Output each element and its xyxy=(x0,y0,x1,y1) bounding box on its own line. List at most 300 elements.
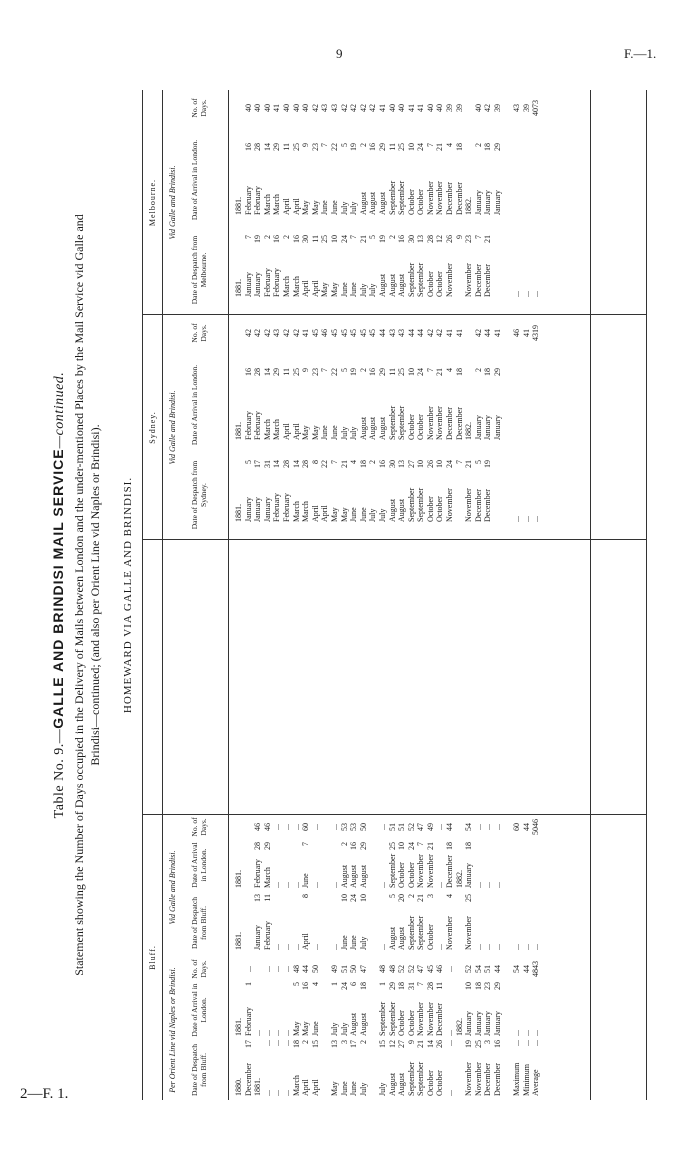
table-cell xyxy=(282,982,292,996)
statement-line-1: Statement showing the Number of Days occupied in the Delivery of Mails between London and the under-mentioned Places by the Mail Service vid Galle and xyxy=(72,214,86,976)
table-cell: 9 xyxy=(301,368,311,372)
table-cell: 16 xyxy=(243,368,253,376)
table-cell xyxy=(503,263,513,297)
table-cell xyxy=(368,816,378,838)
table-cell: ... xyxy=(329,944,339,950)
table-cell: 14 xyxy=(262,368,272,376)
table-cell: 19 xyxy=(464,1040,474,1048)
colhead-despatch-orient: Date of Despatch from Bluff. xyxy=(190,1043,208,1097)
table-cell: 41 xyxy=(493,329,503,337)
table-cell: May xyxy=(301,200,311,215)
table-cell xyxy=(455,488,465,522)
table-cell: 29 xyxy=(387,982,397,990)
table-cell: November xyxy=(464,488,474,522)
table-cell: 3 xyxy=(339,1040,349,1044)
table-cell: ... xyxy=(512,1030,522,1036)
table-cell: October xyxy=(425,1070,435,1096)
table-cell: 46 xyxy=(435,965,445,973)
table-cell xyxy=(503,1062,513,1096)
table-cell: ... xyxy=(377,882,387,888)
table-cell: 19 xyxy=(349,143,359,151)
colhead-arrival-melbourne: Date of Arrival in London. xyxy=(190,139,199,221)
table-cell: April xyxy=(281,423,291,440)
table-cell xyxy=(522,368,532,384)
table-cell xyxy=(512,181,522,215)
table-cell: December xyxy=(483,264,493,297)
table-cell xyxy=(503,916,513,950)
table-cell: ... xyxy=(272,966,282,972)
table-cell: 11 xyxy=(387,143,397,151)
table-cell: 25 xyxy=(291,368,301,376)
table-cell: 10 xyxy=(339,894,349,902)
table-cell: 44 xyxy=(521,965,531,973)
table-cell xyxy=(253,1040,263,1056)
table-cell: April xyxy=(310,1079,320,1096)
table-cell: 40 xyxy=(425,104,435,112)
table-cell: 25 xyxy=(397,143,407,151)
table-cell xyxy=(320,1002,330,1036)
rotated-table-sheet xyxy=(50,90,650,1100)
table-cell: January xyxy=(473,415,483,440)
table-cell: ... xyxy=(272,944,282,950)
table-cell: 46 xyxy=(320,329,330,337)
table-cell: August xyxy=(397,1072,407,1096)
table-cell xyxy=(503,368,513,384)
table-cell: January xyxy=(493,190,503,215)
table-cell: 16 xyxy=(377,460,387,468)
table-cell xyxy=(531,368,541,384)
table-cell: 40 xyxy=(291,104,301,112)
col-bluff-arrival-day xyxy=(234,842,541,856)
table-cell xyxy=(503,894,513,910)
table-cell xyxy=(522,460,532,476)
table-cell: 13 xyxy=(416,235,426,243)
colhead-days-bluff: No. of Days. xyxy=(190,817,208,837)
table-cell: July xyxy=(349,201,359,215)
table-cell: 42 xyxy=(483,104,493,112)
table-cell xyxy=(234,143,244,159)
table-cell xyxy=(531,460,541,476)
table-cell: 26 xyxy=(445,235,455,243)
table-cell: 45 xyxy=(425,965,435,973)
table-cell: 1881. xyxy=(234,197,243,215)
table-cell xyxy=(483,842,493,856)
table-cell: March xyxy=(272,419,282,440)
table-cell: January xyxy=(473,190,483,215)
table-cell xyxy=(522,854,532,888)
table-cell: July xyxy=(377,508,387,522)
table-cell xyxy=(503,143,513,159)
table-cell xyxy=(503,406,513,440)
rule-summary xyxy=(590,90,591,1100)
table-cell xyxy=(503,982,513,996)
table-cell: ... xyxy=(329,882,339,888)
table-cell: August xyxy=(377,416,387,440)
table-cell: June xyxy=(339,1081,349,1096)
table-cell: 18 xyxy=(464,842,474,850)
table-cell: 4 xyxy=(349,460,359,464)
table-cell: 41 xyxy=(445,329,455,337)
table-cell: August xyxy=(397,498,407,522)
table-name: GALLE AND BRINDISI MAIL SERVICE xyxy=(50,448,66,729)
table-cell: 42 xyxy=(243,329,253,337)
table-cell: 25 xyxy=(464,894,474,902)
table-cell: 16 xyxy=(368,368,378,376)
table-cell xyxy=(512,368,522,384)
table-cell: 23 xyxy=(310,143,320,151)
table-cell xyxy=(368,1002,378,1036)
table-cell: 44 xyxy=(445,823,455,831)
table-cell: 8 xyxy=(301,894,311,898)
table-cell: January xyxy=(243,497,253,522)
table-cell: ... xyxy=(281,944,291,950)
table-cell xyxy=(522,406,532,440)
table-cell xyxy=(522,181,532,215)
table-cell: 7 xyxy=(320,143,330,147)
table-cell xyxy=(455,982,465,996)
table-cell: November xyxy=(435,406,445,440)
table-cell: August xyxy=(368,191,378,215)
table-cell: 21 xyxy=(435,143,445,151)
table-cell: August xyxy=(377,191,387,215)
table-cell: 15 xyxy=(310,1040,320,1048)
table-cell: August xyxy=(377,273,387,297)
table-cell: November xyxy=(464,263,474,297)
table-cell: 1882. xyxy=(454,870,464,888)
table-cell: ... xyxy=(377,944,387,950)
table-cell: August xyxy=(397,273,407,297)
table-cell: 42 xyxy=(281,329,291,337)
table-cell: December xyxy=(493,1063,503,1096)
table-cell xyxy=(292,894,302,910)
table-cell: March xyxy=(291,501,301,522)
table-cell xyxy=(368,982,378,996)
table-cell: 39 xyxy=(493,104,503,112)
table-cell: 7 xyxy=(416,982,426,986)
page-number: 9 xyxy=(336,46,343,61)
table-cell xyxy=(493,488,503,522)
table-cell: 5 xyxy=(243,460,253,464)
table-cell: January xyxy=(253,272,263,297)
table-cell: January xyxy=(493,1011,503,1036)
table-cell: November xyxy=(416,1002,426,1036)
table-cell xyxy=(311,842,321,856)
table-cell: 24 xyxy=(339,235,349,243)
table-cell: 10 xyxy=(416,460,426,468)
table-cell: 25 xyxy=(387,842,397,850)
table-cell xyxy=(522,842,532,856)
table-cell: August xyxy=(339,864,349,888)
table-cell xyxy=(234,982,244,996)
table-cell: 44 xyxy=(406,329,416,337)
table-cell xyxy=(330,842,340,856)
table-cell: 45 xyxy=(310,329,320,337)
table-cell: 31 xyxy=(406,982,416,990)
table-cell: 4 xyxy=(445,894,455,898)
table-cell: 47 xyxy=(416,823,426,831)
table-cell xyxy=(493,460,503,476)
table-cell: 41 xyxy=(406,104,416,112)
table-cell xyxy=(320,816,330,838)
table-cell: ... xyxy=(272,882,282,888)
table-cell: July xyxy=(329,1022,339,1036)
table-cell xyxy=(320,842,330,856)
table-cell: August xyxy=(387,498,397,522)
table-cell xyxy=(455,1040,465,1056)
table-cell xyxy=(234,894,244,910)
table-cell: June xyxy=(349,1081,359,1096)
table-cell: 2 xyxy=(406,894,416,898)
table-cell: ... xyxy=(521,1030,531,1036)
colhead-arrival-bluff: Date of Arrival in London. xyxy=(190,842,208,888)
table-cell: August xyxy=(387,273,397,297)
table-cell: ... xyxy=(445,1030,455,1036)
table-cell: April xyxy=(310,505,320,522)
table-cell xyxy=(512,460,522,476)
table-cell: 10 xyxy=(464,982,474,990)
table-cell: 45 xyxy=(368,329,378,337)
table-cell: 21 xyxy=(435,368,445,376)
table-cell: 4 xyxy=(445,368,455,372)
table-cell: ... xyxy=(281,966,291,972)
table-cell: 22 xyxy=(329,368,339,376)
table-cell: ... xyxy=(291,944,301,950)
table-cell: January xyxy=(464,863,474,888)
table-cell: January xyxy=(262,497,272,522)
table-cell xyxy=(378,842,388,856)
table-cell: 7 xyxy=(243,235,253,239)
table-cell: May xyxy=(339,507,349,522)
table-cell: ... xyxy=(262,966,272,972)
table-cell xyxy=(244,916,254,950)
table-cell: 5 xyxy=(368,235,378,239)
table-cell: 29 xyxy=(358,842,368,850)
table-cell: 6 xyxy=(349,982,359,986)
table-cell: April xyxy=(320,505,330,522)
table-cell xyxy=(455,916,465,950)
table-cell: 24 xyxy=(406,842,416,850)
table-cell: June xyxy=(320,425,330,440)
col-melbourne-despatch-day xyxy=(234,235,541,251)
table-cell: March xyxy=(291,276,301,297)
table-cell: May xyxy=(291,1021,301,1036)
table-cell: 24 xyxy=(416,143,426,151)
table-cell: August xyxy=(349,1012,359,1036)
table-cell xyxy=(234,816,244,838)
table-cell: 21 xyxy=(416,1040,426,1048)
table-cell: 20 xyxy=(397,894,407,902)
table-cell: June xyxy=(310,1021,320,1036)
table-cell: 42 xyxy=(291,329,301,337)
table-cell: 25 xyxy=(397,368,407,376)
table-cell: February xyxy=(281,493,291,522)
table-cell: 1881. xyxy=(234,422,243,440)
table-cell: September xyxy=(406,487,416,522)
colhead-despatch-sydney: Date of Despatch from Sydney. xyxy=(190,460,208,530)
table-cell: 42 xyxy=(262,329,272,337)
table-cell: ... xyxy=(262,1040,272,1046)
table-cell: December xyxy=(445,182,455,215)
table-cell: ... xyxy=(310,824,320,830)
table-cell xyxy=(455,1062,465,1096)
table-cell: 18 xyxy=(445,842,455,850)
table-cell: 8 xyxy=(310,460,320,464)
table-cell: 31 xyxy=(262,460,272,468)
table-cell: 40 xyxy=(262,104,272,112)
colhead-despatch-bluff: Date of Despatch from Bluff. xyxy=(190,896,208,950)
table-cell: 19 xyxy=(377,235,387,243)
table-cell: 1880. xyxy=(234,1078,243,1096)
table-cell: ... xyxy=(521,291,531,297)
table-cell: April xyxy=(301,1079,311,1096)
table-cell: 44 xyxy=(301,965,311,973)
table-cell xyxy=(368,1062,378,1096)
table-cell: July xyxy=(339,201,349,215)
table-cell xyxy=(234,1040,244,1056)
table-cell: ... xyxy=(473,824,483,830)
table-cell xyxy=(234,93,244,123)
table-cell: 39 xyxy=(454,104,464,112)
table-cell: 52 xyxy=(397,965,407,973)
table-cell: November xyxy=(445,916,455,950)
table-cell: 5046 xyxy=(531,819,541,835)
table-cell: 42 xyxy=(253,329,263,337)
table-cell: 21 xyxy=(358,235,368,243)
table-cell: 18 xyxy=(483,143,493,151)
table-cell: 13 xyxy=(329,1040,339,1048)
col-orient-despatch-month xyxy=(234,1062,541,1096)
table-cell: 2 xyxy=(339,842,349,846)
table-cell xyxy=(464,143,474,159)
table-cell: March xyxy=(272,194,282,215)
table-cell xyxy=(320,916,330,950)
table-cell: May xyxy=(310,425,320,440)
table-cell: ... xyxy=(281,824,291,830)
table-cell xyxy=(503,1002,513,1036)
table-cell: 10 xyxy=(358,894,368,902)
table-cell: May xyxy=(301,425,311,440)
table-cell: 44 xyxy=(493,965,503,973)
table-cell xyxy=(531,894,541,910)
table-cell: August xyxy=(397,926,407,950)
table-cell: ... xyxy=(272,1090,282,1096)
table-cell: 3 xyxy=(483,1040,493,1044)
table-cell: July xyxy=(368,283,378,297)
table-cell: 19 xyxy=(483,460,493,468)
table-suffix: —continued. xyxy=(52,371,67,449)
table-cell: ... xyxy=(483,824,493,830)
table-cell: 17 xyxy=(253,460,263,468)
table-cell: June xyxy=(329,425,339,440)
table-cell: February xyxy=(243,411,253,440)
col-bluff-despatch-month xyxy=(234,916,541,950)
table-cell: August xyxy=(358,864,368,888)
table-cell: 42 xyxy=(425,329,435,337)
group-bluff: Bluff. xyxy=(148,945,157,970)
table-cell: December xyxy=(445,407,455,440)
table-cell: December xyxy=(483,489,493,522)
colhead-days-melbourne: No. of Days. xyxy=(190,98,208,118)
table-cell: ... xyxy=(493,944,503,950)
table-cell xyxy=(464,93,474,123)
table-cell: 17 xyxy=(349,1040,359,1048)
table-cell: November xyxy=(425,1002,435,1036)
table-cell: ... xyxy=(483,944,493,950)
table-cell: March xyxy=(262,867,272,888)
table-cell xyxy=(531,406,541,440)
table-cell: 60 xyxy=(301,823,311,831)
table-cell xyxy=(522,982,532,996)
table-cell: 14 xyxy=(262,143,272,151)
colhead-arrival-orient: Date of Arrival in London. xyxy=(190,983,208,1037)
table-cell xyxy=(455,958,465,980)
table-cell: December xyxy=(473,489,483,522)
table-cell: 48 xyxy=(377,965,387,973)
table-cell xyxy=(531,143,541,159)
table-cell: 29 xyxy=(493,368,503,376)
table-cell: 18 xyxy=(483,368,493,376)
table-cell: 11 xyxy=(262,894,272,902)
table-cell: December xyxy=(454,182,464,215)
table-cell: ... xyxy=(473,944,483,950)
table-cell: November xyxy=(473,1062,483,1096)
table-cell: August xyxy=(358,1012,368,1036)
table-cell: June xyxy=(329,200,339,215)
table-cell xyxy=(320,1040,330,1056)
section-title: HOMEWARD VIA GALLE AND BRINDISI. xyxy=(122,476,134,714)
table-cell: September xyxy=(416,487,426,522)
table-cell: 11 xyxy=(281,368,291,376)
table-cell xyxy=(435,894,445,910)
table-cell: October xyxy=(406,414,416,440)
table-cell: January xyxy=(473,1011,483,1036)
table-cell: 48 xyxy=(387,965,397,973)
table-cell: 1881. xyxy=(253,1078,263,1096)
table-cell: July xyxy=(358,1082,368,1096)
table-cell: 43 xyxy=(512,104,522,112)
table-cell: May xyxy=(329,282,339,297)
table-cell: 5 xyxy=(339,143,349,147)
table-cell: 9 xyxy=(406,1040,416,1044)
table-cell xyxy=(320,854,330,888)
table-cell: November xyxy=(416,854,426,888)
table-cell: ... xyxy=(272,1040,282,1046)
col-orient-days xyxy=(234,958,541,980)
table-cell: 18 xyxy=(358,460,368,468)
table-cell: ... xyxy=(512,1040,522,1046)
table-cell xyxy=(522,143,532,159)
table-cell xyxy=(244,854,254,888)
col-bluff-arrival-month xyxy=(234,854,541,888)
table-cell xyxy=(493,263,503,297)
table-cell: 53 xyxy=(339,823,349,831)
table-cell: October xyxy=(416,189,426,215)
table-cell: 40 xyxy=(435,104,445,112)
table-cell xyxy=(272,842,282,856)
table-cell: May xyxy=(301,1021,311,1036)
table-cell: February xyxy=(243,1007,253,1036)
table-cell xyxy=(474,842,484,856)
table-cell xyxy=(272,894,282,910)
table-cell: April xyxy=(310,280,320,297)
table-cell: 24 xyxy=(349,894,359,902)
table-cell: ... xyxy=(473,882,483,888)
table-cell xyxy=(493,894,503,910)
table-cell: 1881. xyxy=(234,870,243,888)
col-orient-arrival-month xyxy=(234,1002,541,1036)
table-cell: 28 xyxy=(253,368,263,376)
table-cell: 50 xyxy=(358,823,368,831)
